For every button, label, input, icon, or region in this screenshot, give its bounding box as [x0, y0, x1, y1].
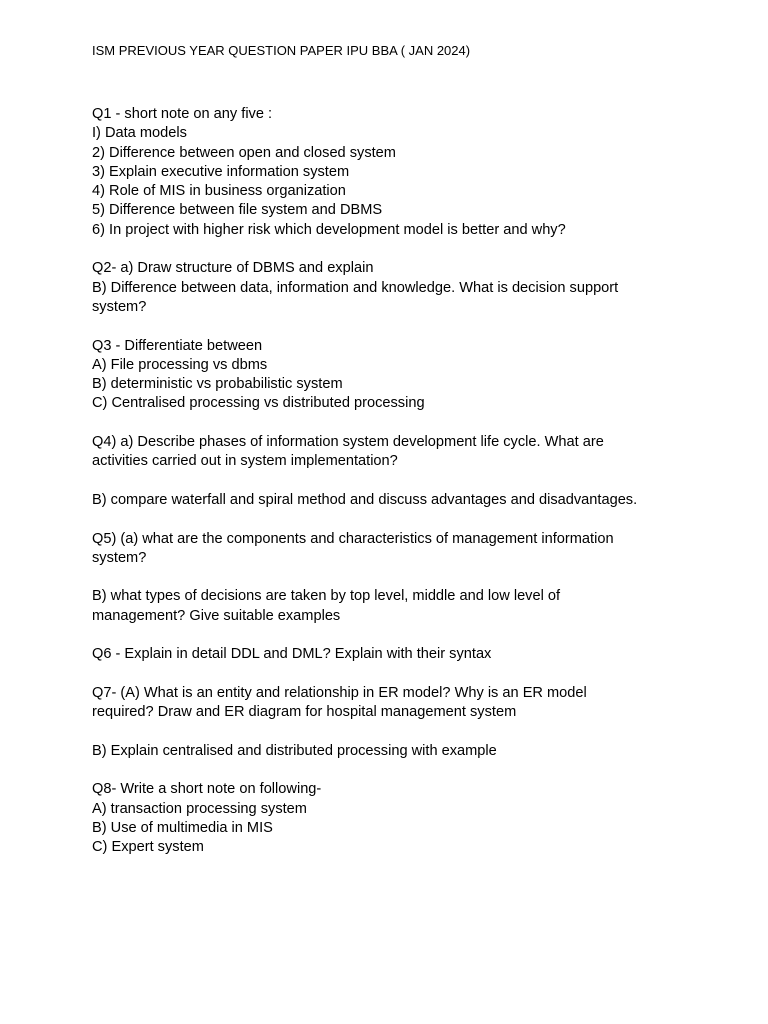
- q1-item: 6) In project with higher risk which development model is better and why?: [92, 221, 566, 238]
- spacer: [92, 414, 692, 433]
- spacer: [92, 665, 692, 684]
- q8-title: Q8- Write a short note on following-: [92, 781, 322, 798]
- q5-part-b-line2: management? Give suitable examples: [92, 607, 341, 624]
- q5-part-a-line2: system?: [92, 549, 147, 566]
- spacer: [92, 626, 692, 645]
- q4-part-b: B) compare waterfall and spiral method and discuss advantages and disadvantages.: [92, 491, 638, 508]
- q1-item: 4) Role of MIS in business organization: [92, 183, 346, 200]
- q1-item: 5) Difference between file system and DBMS: [92, 202, 383, 219]
- q2-part-b-line2: system?: [92, 298, 147, 315]
- q7-part-a-line2: required? Draw and ER diagram for hospital management system: [92, 704, 517, 721]
- spacer: [92, 472, 692, 491]
- q1-item: I) Data models: [92, 125, 187, 142]
- q2-part-a: Q2- a) Draw structure of DBMS and explain: [92, 260, 374, 277]
- q1-title: Q1 - short note on any five :: [92, 106, 273, 122]
- q4-part-a-line2: activities carried out in system implementation?: [92, 453, 398, 470]
- q5-part-b-line1: B) what types of decisions are taken by top level, middle and low level of: [92, 588, 561, 605]
- q3-item: A) File processing vs dbms: [92, 356, 268, 373]
- spacer: [92, 317, 692, 336]
- spacer: [92, 761, 692, 780]
- q5-part-a-line1: Q5) (a) what are the components and characteristics of management information: [92, 530, 614, 547]
- q8-item: B) Use of multimedia in MIS: [92, 819, 273, 836]
- q7-part-b: B) Explain centralised and distributed processing with example: [92, 742, 497, 759]
- q7-part-a-line1: Q7- (A) What is an entity and relationship in ER model? Why is an ER model: [92, 684, 587, 701]
- document-header: ISM PREVIOUS YEAR QUESTION PAPER IPU BBA ( JAN 2024): [92, 43, 471, 58]
- q1-item: 2) Difference between open and closed system: [92, 144, 396, 161]
- q3-item: B) deterministic vs probabilistic system: [92, 376, 343, 393]
- spacer: [92, 568, 692, 587]
- spacer: [92, 240, 692, 259]
- spacer: [92, 510, 692, 529]
- q8-item: C) Expert system: [92, 839, 204, 856]
- q6-text: Q6 - Explain in detail DDL and DML? Explain with their syntax: [92, 646, 492, 663]
- q2-part-b-line1: B) Difference between data, information and knowledge. What is decision support: [92, 279, 619, 296]
- q4-part-a-line1: Q4) a) Describe phases of information system development life cycle. What are: [92, 434, 604, 451]
- q1-item: 3) Explain executive information system: [92, 163, 350, 180]
- spacer: [92, 723, 692, 742]
- question-list: [92, 105, 692, 858]
- q3-item: C) Centralised processing vs distributed processing: [92, 395, 425, 412]
- q8-item: A) transaction processing system: [92, 800, 307, 817]
- q3-title: Q3 - Differentiate between: [92, 337, 263, 354]
